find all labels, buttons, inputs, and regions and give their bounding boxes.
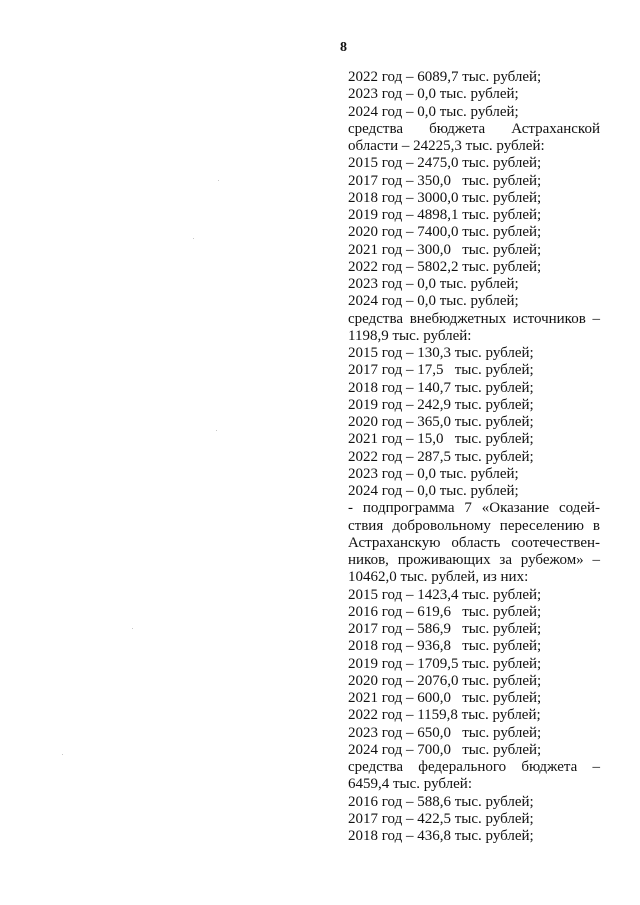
- text-line: 2018 год – 436,8 тыс. рублей;: [348, 828, 534, 844]
- text-line: ствия добровольному переселению в: [348, 517, 600, 534]
- text-line: Астраханскую область соотечествен-: [348, 534, 600, 551]
- text-line: средства федерального бюджета –: [348, 759, 600, 775]
- text-line: 2022 год – 1159,8 тыс. рублей;: [348, 707, 541, 724]
- text-line: 2024 год – 700,0 тыс. рублей;: [348, 741, 542, 758]
- text-line: 2022 год – 5802,2 тыс. рублей;: [348, 258, 542, 275]
- text-line: 2016 год – 619,6 тыс. рублей;: [348, 603, 542, 620]
- text-column: [348, 69, 600, 845]
- text-line: 2023 год – 0,0 тыс. рублей;: [348, 86, 519, 103]
- text-line: 2018 год – 3000,0 тыс. рублей;: [348, 189, 542, 206]
- scan-speck: [62, 754, 63, 755]
- text-line: 2018 год – 936,8 тыс. рублей;: [348, 638, 542, 655]
- text-line: ников, проживающих за рубежом» –: [348, 552, 600, 568]
- text-line: 2019 год – 4898,1 тыс. рублей;: [348, 207, 542, 223]
- page-number: 8: [340, 40, 347, 55]
- text-line: 2020 год – 2076,0 тыс. рублей;: [348, 672, 542, 689]
- text-line: средства внебюджетных источников –: [348, 310, 600, 327]
- text-line: 2019 год – 1709,5 тыс. рублей;: [348, 655, 542, 672]
- text-line: 2015 год – 1423,4 тыс. рублей;: [348, 586, 542, 603]
- scan-speck: [216, 430, 217, 431]
- text-line: 2020 год – 365,0 тыс. рублей;: [348, 414, 534, 430]
- text-line: 2023 год – 650,0 тыс. рублей;: [348, 724, 542, 741]
- text-line: 2017 год – 586,9 тыс. рублей;: [348, 621, 542, 637]
- scan-speck: [193, 238, 194, 239]
- text-line: 2017 год – 17,5 тыс. рублей;: [348, 362, 534, 379]
- text-line: 2023 год – 0,0 тыс. рублей;: [348, 465, 519, 482]
- text-line: 2015 год – 130,3 тыс. рублей;: [348, 345, 534, 361]
- text-line: 2022 год – 287,5 тыс. рублей;: [348, 448, 534, 465]
- text-line: 2023 год – 0,0 тыс. рублей;: [348, 276, 519, 292]
- text-line: области – 24225,3 тыс. рублей:: [348, 138, 545, 154]
- text-line: 10462,0 тыс. рублей, из них:: [348, 569, 529, 586]
- text-line: 2021 год – 300,0 тыс. рублей;: [348, 241, 542, 258]
- text-line: средства бюджета Астраханской: [348, 120, 600, 137]
- text-line: 2018 год – 140,7 тыс. рублей;: [348, 379, 534, 396]
- text-line: 2017 год – 422,5 тыс. рублей;: [348, 810, 534, 827]
- text-line: 6459,4 тыс. рублей:: [348, 776, 472, 793]
- text-line: 2016 год – 588,6 тыс. рублей;: [348, 793, 534, 810]
- scan-speck: [132, 628, 133, 629]
- text-line: 2017 год – 350,0 тыс. рублей;: [348, 172, 542, 189]
- text-line: 2022 год – 6089,7 тыс. рублей;: [348, 69, 542, 85]
- text-line: 1198,9 тыс. рублей:: [348, 327, 472, 344]
- scan-speck: [218, 180, 219, 181]
- text-line: 2024 год – 0,0 тыс. рублей;: [348, 483, 519, 499]
- text-line: - подпрограмма 7 «Оказание содей-: [348, 500, 600, 517]
- text-line: 2020 год – 7400,0 тыс. рублей;: [348, 224, 542, 241]
- text-line: 2015 год – 2475,0 тыс. рублей;: [348, 155, 542, 172]
- text-line: 2024 год – 0,0 тыс. рублей;: [348, 293, 519, 310]
- text-line: 2024 год – 0,0 тыс. рублей;: [348, 103, 519, 120]
- text-line: 2021 год – 15,0 тыс. рублей;: [348, 431, 534, 448]
- text-line: 2021 год – 600,0 тыс. рублей;: [348, 690, 542, 706]
- text-line: 2019 год – 242,9 тыс. рублей;: [348, 396, 534, 413]
